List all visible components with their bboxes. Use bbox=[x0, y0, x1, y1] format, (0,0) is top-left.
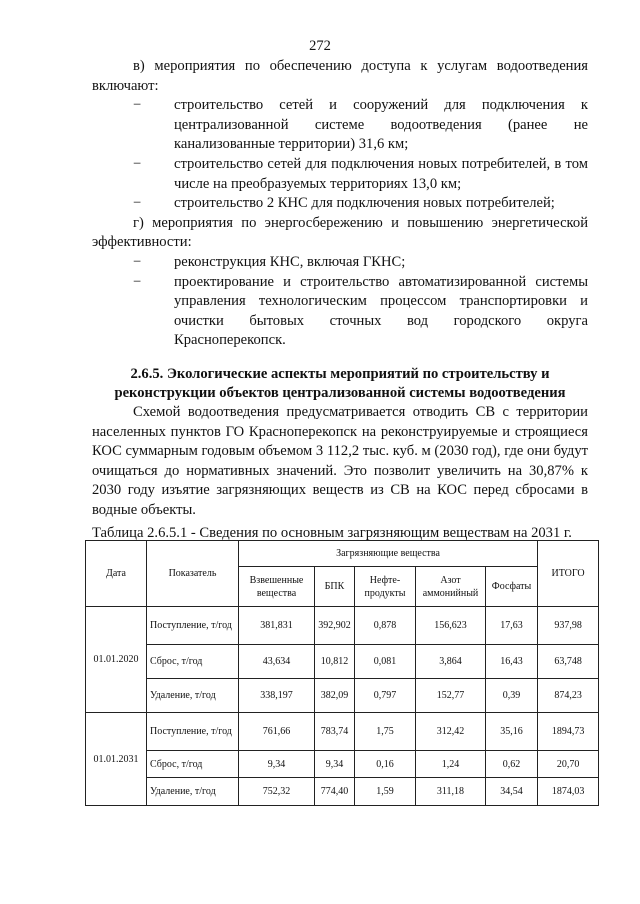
header-date: Дата bbox=[86, 541, 147, 607]
section-v-intro: в) мероприятия по обеспечению доступа к услугам водоотведения включают: bbox=[92, 58, 588, 94]
value-cell: 0,081 bbox=[355, 645, 416, 679]
indicator-cell: Удаление, т/год bbox=[147, 679, 239, 713]
date-cell: 01.01.2031 bbox=[86, 713, 147, 806]
table-row bbox=[86, 751, 599, 778]
list-item: − строительство сетей и сооружений для подключения к централизованной системе водоотведения (ранее не канализованные территории) 31,6 км; bbox=[133, 97, 588, 153]
table-row bbox=[86, 778, 599, 806]
header-total: ИТОГО bbox=[538, 541, 599, 607]
value-cell: 392,902 bbox=[315, 607, 355, 645]
value-cell: 1,24 bbox=[416, 751, 486, 778]
list-item: − строительство сетей для подключения новых потребителей, в том числе на преобразуемых территориях 13,0 км; bbox=[133, 155, 588, 192]
value-cell: 43,634 bbox=[239, 645, 315, 679]
header-pollutant: Фосфаты bbox=[486, 567, 538, 607]
section-heading-line1: 2.6.5. Экологические аспекты мероприятий по строительству и bbox=[130, 365, 550, 382]
table-row bbox=[86, 645, 599, 679]
section-g-intro: г) мероприятия по энергосбережению и повышению энергетической эффективности: bbox=[92, 214, 588, 251]
total-cell: 63,748 bbox=[538, 645, 599, 679]
header-pollutants-group: Загрязняющие вещества bbox=[239, 541, 538, 567]
document-body bbox=[92, 57, 588, 544]
value-cell: 311,18 bbox=[416, 778, 486, 806]
value-cell: 0,16 bbox=[355, 751, 416, 778]
header-indicator: Показатель bbox=[147, 541, 239, 607]
value-cell: 1,59 bbox=[355, 778, 416, 806]
value-cell: 34,54 bbox=[486, 778, 538, 806]
indicator-cell: Поступление, т/год bbox=[147, 607, 239, 645]
value-cell: 156,623 bbox=[416, 607, 486, 645]
total-cell: 874,23 bbox=[538, 679, 599, 713]
table-row bbox=[86, 607, 599, 645]
value-cell: 312,42 bbox=[416, 713, 486, 751]
header-pollutant: Взвешенные вещества bbox=[239, 567, 315, 607]
header-pollutant: Нефте-продукты bbox=[355, 567, 416, 607]
value-cell: 9,34 bbox=[315, 751, 355, 778]
value-cell: 0,878 bbox=[355, 607, 416, 645]
value-cell: 338,197 bbox=[239, 679, 315, 713]
table-row bbox=[86, 679, 599, 713]
value-cell: 9,34 bbox=[239, 751, 315, 778]
value-cell: 10,812 bbox=[315, 645, 355, 679]
value-cell: 16,43 bbox=[486, 645, 538, 679]
total-cell: 937,98 bbox=[538, 607, 599, 645]
indicator-cell: Удаление, т/год bbox=[147, 778, 239, 806]
table-row bbox=[86, 713, 599, 751]
section-heading-line2: реконструкции объектов централизованной системы водоотведения bbox=[114, 384, 566, 401]
pollutants-table bbox=[85, 540, 599, 806]
total-cell: 1894,73 bbox=[538, 713, 599, 751]
value-cell: 35,16 bbox=[486, 713, 538, 751]
list-item: − реконструкция КНС, включая ГКНС; bbox=[133, 253, 406, 270]
date-cell: 01.01.2020 bbox=[86, 607, 147, 713]
value-cell: 381,831 bbox=[239, 607, 315, 645]
value-cell: 3,864 bbox=[416, 645, 486, 679]
value-cell: 774,40 bbox=[315, 778, 355, 806]
table-caption: Таблица 2.6.5.1 - Сведения по основным загрязняющим веществам на 2031 г. bbox=[92, 525, 572, 542]
value-cell: 152,77 bbox=[416, 679, 486, 713]
value-cell: 752,32 bbox=[239, 778, 315, 806]
list-item: − строительство 2 КНС для подключения новых потребителей; bbox=[133, 195, 555, 212]
value-cell: 0,39 bbox=[486, 679, 538, 713]
total-cell: 1874,03 bbox=[538, 778, 599, 806]
indicator-cell: Поступление, т/год bbox=[147, 713, 239, 751]
header-pollutant: Азот аммонийный bbox=[416, 567, 486, 607]
body-paragraph: Схемой водоотведения предусматривается отводить СВ с территории населенных пунктов ГО Красноперекопск на реконструируемые и строящиеся КОС суммарным годовым объемом 3 112,2 тыс. куб. м (2030 год), где они будут очищаться до нормативных значений. Это позволит увеличить на 30,87% к 2030 году изъятие загрязняющих веществ из СВ на КОС перед сбросами в водные объекты. bbox=[92, 403, 588, 518]
total-cell: 20,70 bbox=[538, 751, 599, 778]
page-number: 272 bbox=[309, 38, 331, 54]
value-cell: 17,63 bbox=[486, 607, 538, 645]
indicator-cell: Сброс, т/год bbox=[147, 751, 239, 778]
indicator-cell: Сброс, т/год bbox=[147, 645, 239, 679]
value-cell: 1,75 bbox=[355, 713, 416, 751]
value-cell: 783,74 bbox=[315, 713, 355, 751]
list-item: − проектирование и строительство автоматизированной системы управления технологическим процессом транспортировки и очистки бытовых сточных вод городского округа Красноперекопск. bbox=[133, 273, 588, 349]
section-heading bbox=[92, 365, 588, 403]
value-cell: 0,62 bbox=[486, 751, 538, 778]
header-pollutant: БПК bbox=[315, 567, 355, 607]
value-cell: 382,09 bbox=[315, 679, 355, 713]
value-cell: 761,66 bbox=[239, 713, 315, 751]
value-cell: 0,797 bbox=[355, 679, 416, 713]
